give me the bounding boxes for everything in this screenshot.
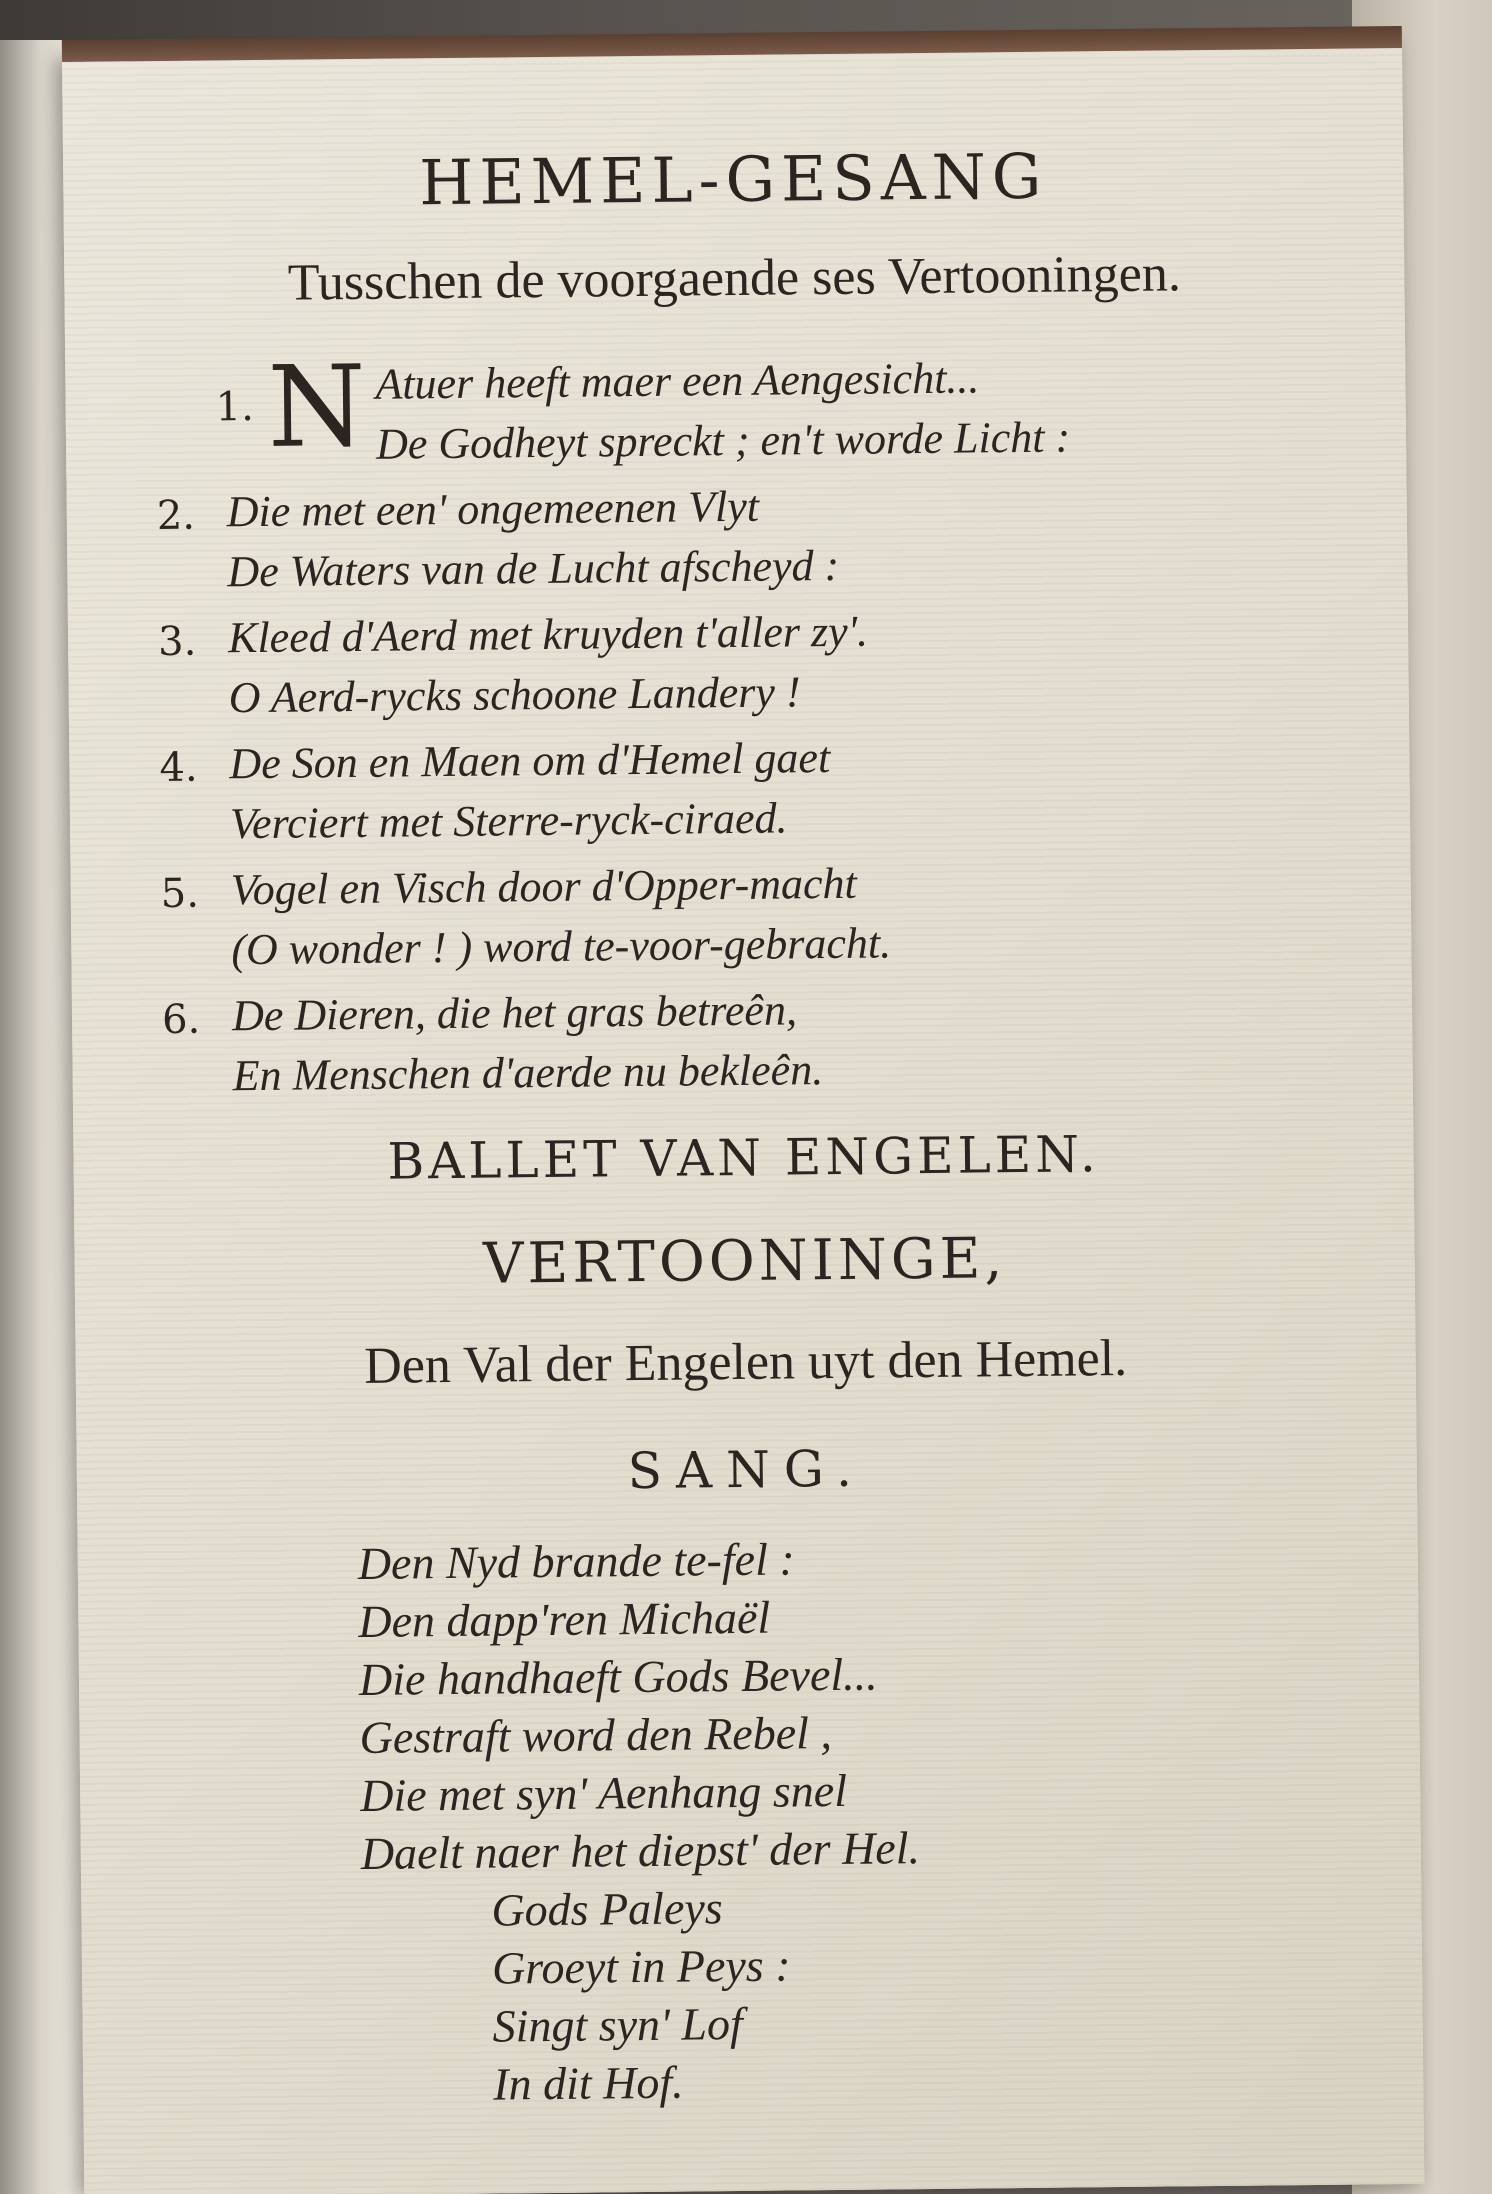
verse-line: Vogel en Visch door d'Opper-macht <box>230 858 857 915</box>
drop-cap: N <box>266 341 367 473</box>
verse-list <box>155 341 1343 1113</box>
refrain-line: In dit Hof. <box>492 2056 684 2110</box>
verse-number: 6. <box>161 996 201 1044</box>
verse-line: De Son en Maen om d'Hemel gaet <box>229 732 831 789</box>
verse-item <box>155 341 1336 477</box>
song-line: Daelt naer het diepst' der Hel. <box>360 1822 921 1879</box>
vertooninge-heading: VERTOONINGE, <box>482 1226 1007 1297</box>
verse-line: De Godheyt spreckt ; en't worde Licht : <box>375 412 1071 469</box>
verse-line: Kleed d'Aerd met kruyden t'aller zy'. <box>227 606 869 663</box>
ballet-heading: BALLET VAN ENGELEN. <box>387 1125 1100 1191</box>
verse-line: En Menschen d'aerde nu bekleên. <box>232 1045 824 1101</box>
verse-number: 2. <box>156 492 196 540</box>
verse-line: Verciert met Sterre-ryck-ciraed. <box>229 793 788 849</box>
song-line: Den dapp'ren Michaël <box>358 1591 771 1647</box>
song-line: Den Nyd brande te-fel : <box>357 1533 795 1589</box>
book-page <box>62 44 1424 2194</box>
sang-heading: SANG. <box>627 1439 867 1501</box>
verse-line: De Dieren, die het gras betreên, <box>231 985 798 1041</box>
verse-line: Die met een' ongemeenen Vlyt <box>226 481 760 537</box>
verse-item <box>159 723 1340 855</box>
verse-item <box>156 471 1337 603</box>
verse-number: 1. <box>215 384 255 431</box>
verse-line: O Aerd-rycks schoone Landery ! <box>228 667 801 723</box>
refrain-line: Singt syn' Lof <box>492 1997 743 2052</box>
verse-item <box>162 975 1343 1107</box>
verse-item <box>160 849 1341 981</box>
verse-number: 3. <box>157 618 197 666</box>
song-line: Die met syn' Aenhang snel <box>359 1764 848 1821</box>
page-subtitle: Tusschen de voorgaende ses Vertooningen. <box>287 245 1182 312</box>
verse-number: 4. <box>159 744 198 792</box>
verse-item <box>158 597 1339 729</box>
verse-line: Atuer heeft maer een Aengesicht... <box>375 353 980 409</box>
verse-number: 5. <box>160 870 200 918</box>
song-text <box>357 1526 1263 2115</box>
vertooninge-title: Den Val der Engelen uyt den Hemel. <box>363 1329 1128 1395</box>
refrain-line: Gods Paleys <box>491 1882 723 1936</box>
song-line: Die handhaeft Gods Bevel... <box>358 1648 878 1705</box>
page-title: HEMEL-GESANG <box>418 139 1048 220</box>
verse-line: De Waters van de Lucht afscheyd : <box>227 540 840 597</box>
song-line: Gestraft word den Rebel , <box>359 1707 833 1763</box>
refrain-line: Groeyt in Peys : <box>491 1939 791 1994</box>
verse-line: (O wonder ! ) word te-voor-gebracht. <box>231 918 892 975</box>
